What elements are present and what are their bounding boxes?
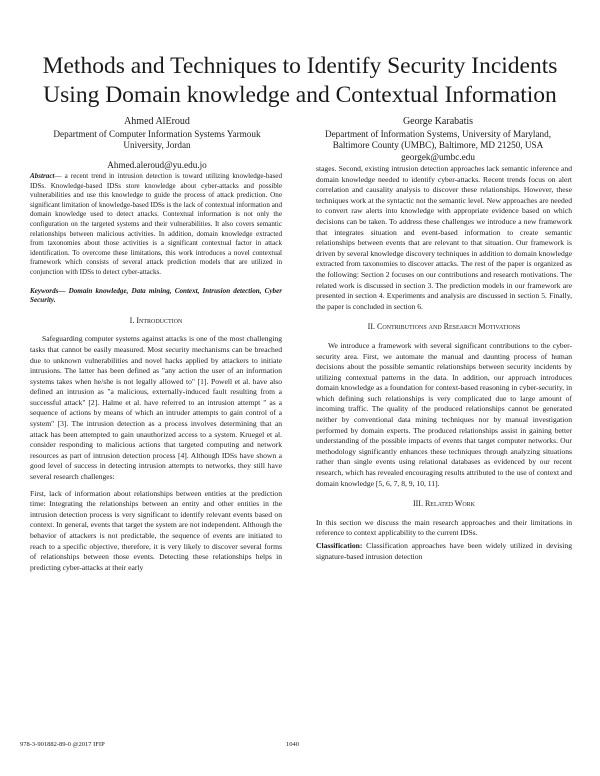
author-affiliation: Department of Computer Information Systems Yarmouk University, Jordan: [53, 128, 261, 150]
paper-title: Methods and Techniques to Identify Security Incidents Using Domain knowledge and Contextual Information: [42, 53, 558, 108]
paragraph: In this section we discuss the main research approaches and their limitations in reference to context applicability to the current IDSs.: [316, 517, 572, 538]
author-block-1: [34, 116, 280, 171]
author-name: George Karabatis: [402, 116, 474, 127]
right-column: [316, 164, 572, 562]
paragraph: We introduce a framework with several significant contributions to the cyber-security area. First, we automate the manual and daunting process of human decisions about the possible semantic relationships between security incidents by utilizing contextual patterns in the data. In addition, our approach introduces domain knowledge as a foundation for context-based reasoning in cyber-security, in which defining such relationships is very complicated due to large amount of incoming traffic. The quality of the produced relationships cannot be generated neither by conventional data mining techniques nor by manual investigation performed by domain experts. The produced relationships assist in gaining better understanding of the possible impacts of events that target computer networks. Our methodology significantly enhances these techniques through analyzing situations rather than single events using relational databases as evidenced by our recent research, which has revealed encouraging results attributed to the use of context and domain knowledge [5, 6, 7, 8, 9, 10, 11].: [316, 340, 572, 488]
left-column: [30, 172, 282, 573]
author-block-2: [306, 116, 570, 163]
section-heading-contributions: II. Contributions and Research Motivations: [367, 322, 521, 332]
keywords: Keywords— Domain knowledge, Data mining, Context, Intrusion detection, Cyber Security.: [30, 286, 282, 305]
paragraph: Safeguarding computer systems against attacks is one of the most challenging tasks that cannot be easily measured. Most security mechanisms can be breached due to unknown vulnerabilities and novel hacks applied by attackers to initiate intrusions. The latter has been defined as "any action the user of an information systems takes when he/she is not legally allowed to" [1]. Powell et al. have also defined an intrusion as "a malicious, externally-induced fault resulting from a successful attack" [2]. Halme et al. have referred to an intrusion attempt " as a sequence of actions by means of which an intruder attempts to gain control of a system" [3]. The intrusion detection as a process involves determining that an attack has been attempted to gain unauthorized access to a system. Kruegel et al. consider responding to malicious actions that targeted computing and network resources as part of intrusion detection process [4]. Although IDSs have shown a good level of success in detecting intrusion attempts to networks, they still have several research challenges:: [30, 334, 282, 482]
paragraph: First, lack of information about relationships between entities at the prediction time: Integrating the relationships between an entity and other entities in the intrusion detection process is very significant to identify relevant events based on context. In general, events that target the system are not independent. Although the behavior of attackers is not predictable, the sequence of events are initiated to reach to a specific objective, therefore, it is very likely to discover several forms of relationships between those events. Detecting these relationships helps in predicting cyber-attacks at their early: [30, 488, 282, 572]
paragraph: stages. Second, existing intrusion detection approaches lack semantic inference and domain knowledge needed to identify cyber-attacks. Recent trends focus on alert correlation and causality analysis to discover these relationships. However, these techniques work at the syntactic not the semantic level. New approaches are needed to convert raw alerts into knowledge with appropriate evidence based on which decisions can be taken. To address these challenges we introduce a new framework that integrates situation and event-based information to create semantic relationships between events that are relevant to that situation. Our framework is driven by several knowledge discovery techniques in addition to domain knowledge extracted from taxonomies to discover attacks. The rest of the paper is organized as the following: Section 2 focuses on our contributions and research motivations. The related work is discussed in section 3. The prediction models in our framework are presented in section 4. Experiments and analysis are discussed in section 5. Finally, the paper is concluded in section 6.: [316, 164, 572, 311]
classification-label: Classification:: [316, 541, 363, 550]
abstract-text: — a recent trend in intrusion detection is toward utilizing knowledge-based IDSs. Knowledge-based IDSs store knowledge about cyber-attacks and possible vulnerabilities and use this knowledge to guide the process of attack prediction. One significant limitation of knowledge-based IDSs is the lack of contextual information and domain knowledge used to detect attacks. Contextual information is not only the configuration on the targeted systems and their vulnerabilities. It also covers semantic relationships between malicious activities. In addition, domain knowledge extracted from taxonomies about those activities is a significant contextual factor in attack identification. To overcome these limitations, this work introduces a novel contextual framework which consists of several attack prediction models that are utilized in conjunction with IDSs to detect cyber-attacks.: [30, 172, 282, 276]
author-email: Ahmed.aleroud@yu.edu.jo: [107, 159, 207, 170]
page-number: 1040: [286, 741, 299, 748]
author-name: Ahmed AlEroud: [124, 116, 190, 127]
abstract: [30, 172, 282, 278]
author-email: georgek@umbc.edu: [401, 151, 475, 162]
section-heading-related-work: III. Related Work: [412, 499, 476, 509]
author-affiliation: Department of Information Systems, University of Maryland, Baltimore County (UMBC), Baltimore, MD 21250, USA: [324, 128, 552, 150]
paragraph-classification: [316, 541, 572, 562]
section-heading-introduction: I. Introduction: [129, 315, 183, 325]
footer-isbn: 978-3-901882-89-0 @2017 IFIP: [20, 741, 105, 748]
classification-text: Classification approaches have been widely utilized in devising signature-based intrusion detection: [316, 541, 572, 561]
abstract-label: Abstract: [30, 172, 55, 180]
